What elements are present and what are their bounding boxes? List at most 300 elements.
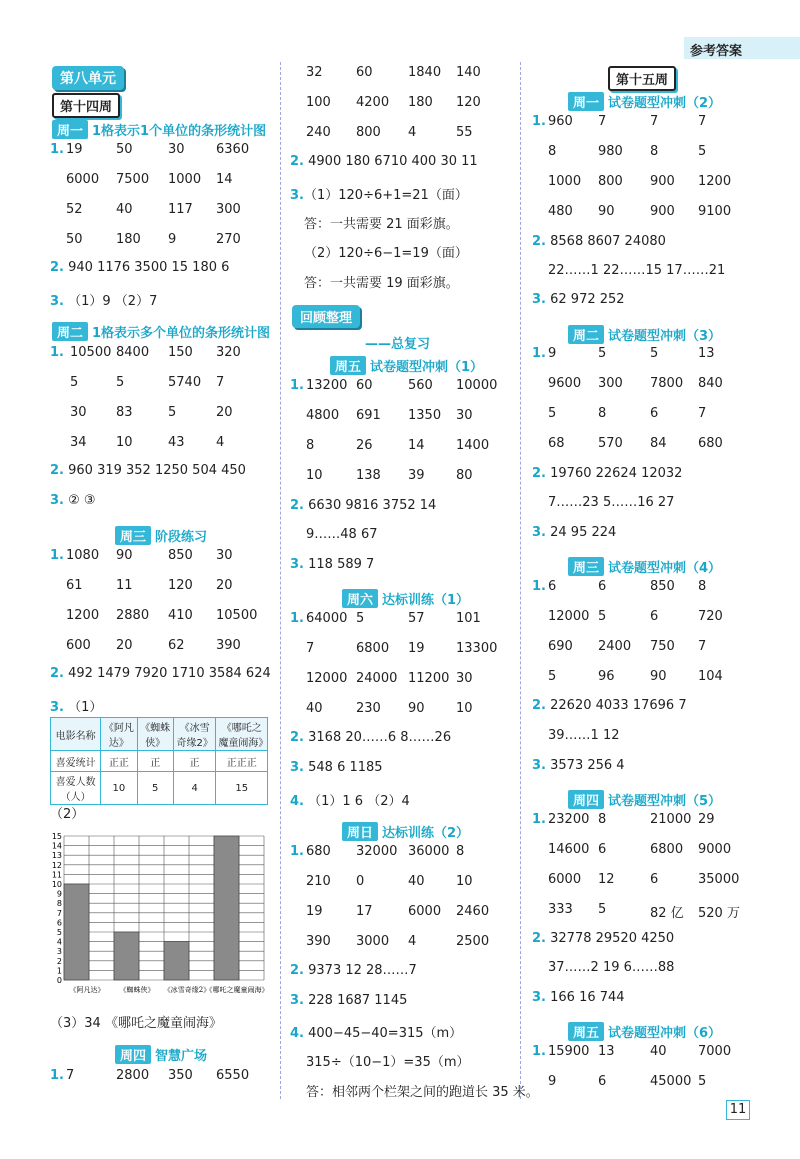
answer-cell: 4800 [306,408,340,423]
answer-line: 37……2 19 6……88 [548,960,675,975]
answer-cell: 850 [650,579,675,594]
section-title: 试卷题型冲刺（5） [608,794,722,809]
answer-cell: 15900 [548,1044,590,1059]
answer-line: 7……23 5……16 27 [548,495,675,510]
answer-cell: 5 [698,1074,707,1089]
answer-line: 答：一共需要 19 面彩旗。 [304,276,459,291]
answer-cell: 1200 [66,608,100,623]
question-number: 1. [532,579,546,594]
answer-cell: 690 [548,639,573,654]
answer-line: 39……1 12 [548,728,620,743]
answer-cell: 30 [70,405,87,420]
section-title: 试卷题型冲刺（3） [608,329,722,344]
answer-cell: 10000 [456,378,498,393]
answer-cell: 13 [698,346,715,361]
answer-cell: 1840 [408,65,442,80]
answer-line: 3. ② ③ [50,493,96,508]
answer-cell: 64000 [306,611,348,626]
answer-cell: 320 [216,345,241,360]
answer-cell: 4 [408,125,417,140]
section-title: 达标训练（2） [382,826,470,841]
answer-cell: 1350 [408,408,442,423]
answer-cell: 6000 [408,904,442,919]
question-number: 1. [532,812,546,827]
column-divider [280,62,281,1099]
question-number: 1. [290,378,304,393]
section-title: 1格表示多个单位的条形统计图 [92,326,271,341]
answer-cell: 840 [698,376,723,391]
answer-cell: 8 [598,406,607,421]
week-badge: 第十四周 [52,93,120,118]
table-cell: 正正正 [216,751,268,772]
table-cell: 喜爱统计 [51,751,101,772]
answer-cell: 19 [66,142,83,157]
answer-cell: 90 [598,204,615,219]
answer-cell: 3000 [356,934,390,949]
answer-cell: 39 [408,468,425,483]
answer-cell: 10 [116,435,133,450]
answer-cell: 138 [356,468,381,483]
week-badge: 第十五周 [608,66,676,91]
answer-line: 3. 62 972 252 [532,292,625,307]
table-header: 电影名称 [51,718,101,751]
answer-cell: 240 [306,125,331,140]
section-heading [342,589,469,608]
section-heading [568,325,721,344]
answer-cell: 20 [216,578,233,593]
y-tick-label: 6 [56,918,62,928]
section-heading [568,92,721,111]
answer-cell: 11200 [408,671,450,686]
answer-cell: 9 [548,1074,557,1089]
table-header: 《蜘蛛侠》 [137,718,173,751]
answer-line: 3. 166 16 744 [532,990,625,1005]
answer-cell: 12 [598,872,615,887]
section-tag: 周五 [568,1022,604,1041]
answer-cell: 90 [116,548,133,563]
answer-cell: 83 [116,405,133,420]
y-tick-label: 11 [51,870,62,880]
answer-cell: 20 [216,405,233,420]
table-cell: 正 [137,751,173,772]
answer-cell: 30 [456,408,473,423]
table-header: 《冰雪奇缘2》 [173,718,216,751]
answer-cell: 62 [168,638,185,653]
answer-cell: 6 [598,1074,607,1089]
answer-cell: 61 [66,578,83,593]
answer-cell: 7 [598,114,607,129]
answer-cell: 120 [456,95,481,110]
answer-cell: 40 [116,202,133,217]
y-tick-label: 14 [51,841,62,851]
answer-cell: 24000 [356,671,398,686]
section-title: 达标训练（1） [382,593,470,608]
answer-cell: 980 [598,144,623,159]
y-tick-label: 8 [56,899,62,909]
answer-cell: 4 [216,435,225,450]
answer-cell: 90 [650,669,667,684]
answer-cell: 390 [216,638,241,653]
answer-cell: 5 [650,346,659,361]
answer-cell: 43 [168,435,185,450]
answer-cell: 68 [548,436,565,451]
answer-cell: 9600 [548,376,582,391]
answer-cell: 180 [116,232,141,247]
answer-cell: 12000 [548,609,590,624]
answer-cell: 21000 [650,812,692,827]
answer-cell: 80 [456,468,473,483]
answer-cell: 9100 [698,204,732,219]
bar [64,884,89,980]
answer-cell: 6550 [216,1068,250,1083]
y-tick-label: 10 [51,880,62,889]
bar [114,932,139,980]
answer-line: 3. 118 589 7 [290,557,375,572]
answer-cell: 40 [306,701,323,716]
section-title: 试卷题型冲刺（6） [608,1026,722,1041]
answer-cell: 6 [650,872,659,887]
answer-cell: 9 [168,232,177,247]
answer-line: 22……1 22……15 17……21 [548,263,726,278]
review-subtitle: ——总复习 [365,337,431,352]
answer-line: 3. 24 95 224 [532,525,617,540]
answer-cell: 26 [356,438,373,453]
answer-cell: 6 [650,609,659,624]
y-tick-label: 7 [56,908,62,918]
answer-cell: 13200 [306,378,348,393]
answer-cell: 8 [698,579,707,594]
x-tick-label: 《阿凡达》 [69,986,105,994]
section-tag: 周三 [568,557,604,576]
answer-line: 答：一共需要 21 面彩旗。 [304,217,459,232]
answer-line: 3. （1） [50,700,103,715]
answer-line: 2. 940 1176 3500 15 180 6 [50,260,230,275]
unit-badge: 第八单元 [52,66,124,90]
answer-cell: 8 [456,844,465,859]
answer-cell: 1080 [66,548,100,563]
table-cell: 4 [173,772,216,805]
answer-cell: 35000 [698,872,740,887]
answer-cell: 117 [168,202,193,217]
answer-line: 2. 492 1479 7920 1710 3584 624 [50,666,271,681]
y-tick-label: 1 [56,966,62,976]
section-heading [115,526,207,545]
answer-cell: 7 [216,375,225,390]
question-number: 1. [50,548,64,563]
section-heading [342,822,469,841]
table-cell: 15 [216,772,268,805]
answer-cell: 520 万 [698,906,740,921]
section-heading [568,1022,721,1041]
answer-cell: 14 [216,172,233,187]
answer-line: 2. 32778 29520 4250 [532,931,675,946]
answer-cell: 750 [650,639,675,654]
section-heading [115,1045,207,1064]
y-tick-label: 12 [51,860,62,870]
answer-cell: 270 [216,232,241,247]
table-header: 《哪吒之魔童闹海》 [216,718,268,751]
answer-cell: 10500 [70,345,112,360]
answer-cell: 5 [598,902,607,917]
bar [214,836,239,980]
answer-line: 4. 400−45−40=315（m） [290,1026,463,1041]
answer-cell: 14600 [548,842,590,857]
answer-cell: 560 [408,378,433,393]
answer-cell: 10 [456,874,473,889]
answer-cell: 6 [598,579,607,594]
answer-cell: 60 [356,65,373,80]
answer-line: （3）34 《哪吒之魔童闹海》 [50,1016,222,1031]
section-title: 阶段练习 [155,530,208,545]
table-cell: 正正 [101,751,137,772]
answer-cell: 6000 [548,872,582,887]
answer-cell: 2400 [598,639,632,654]
answer-line: 2. 3168 20……6 8……26 [290,730,452,745]
section-tag: 周六 [342,589,378,608]
column-divider [520,62,521,1099]
answer-cell: 1200 [698,174,732,189]
section-tag: 周三 [115,526,151,545]
answer-cell: 13300 [456,641,498,656]
answer-cell: 720 [698,609,723,624]
answer-cell: 2880 [116,608,150,623]
y-tick-label: 0 [56,976,62,985]
question-number: 1. [50,142,64,157]
answer-line: （2） [50,807,85,822]
answer-cell: 5 [548,406,557,421]
answer-cell: 5 [168,405,177,420]
answer-cell: 6 [548,579,557,594]
answer-cell: 8 [306,438,315,453]
answer-cell: 6800 [356,641,390,656]
answer-cell: 0 [356,874,365,889]
answer-cell: 100 [306,95,331,110]
section-tag: 周一 [568,92,604,111]
answer-cell: 4 [408,934,417,949]
answer-line: 3. 3573 256 4 [532,758,625,773]
answer-cell: 5 [598,346,607,361]
answer-cell: 390 [306,934,331,949]
y-tick-label: 15 [51,832,62,841]
answer-cell: 6 [650,406,659,421]
section-title: 试卷题型冲刺（1） [370,360,484,375]
answer-cell: 850 [168,548,193,563]
answer-cell: 8 [650,144,659,159]
answer-cell: 5 [70,375,79,390]
y-tick-label: 3 [56,947,62,957]
answer-cell: 82 亿 [650,906,684,921]
question-number: 1. [532,346,546,361]
answer-cell: 23200 [548,812,590,827]
answer-cell: 19 [408,641,425,656]
y-tick-label: 2 [56,956,62,966]
table-cell: 正 [173,751,216,772]
answer-cell: 96 [598,669,615,684]
answer-cell: 2460 [456,904,490,919]
answer-cell: 9 [548,346,557,361]
answer-cell: 960 [548,114,573,129]
answer-cell: 350 [168,1068,193,1083]
answer-line: 2. 8568 8607 24080 [532,234,666,249]
answer-cell: 7 [698,406,707,421]
answer-line: 3. （1）9 （2）7 [50,294,158,309]
answer-cell: 5 [116,375,125,390]
answer-line: 9……48 67 [306,527,378,542]
y-tick-label: 4 [56,937,62,947]
answer-cell: 52 [66,202,83,217]
answer-cell: 20 [116,638,133,653]
section-heading [52,120,266,139]
answer-line: 2. 9373 12 28……7 [290,963,417,978]
answer-line: 3. 548 6 1185 [290,760,383,775]
answer-cell: 4200 [356,95,390,110]
x-tick-label: 《蜘蛛侠》 [119,986,155,994]
answer-cell: 12000 [306,671,348,686]
question-number: 1. [50,1068,64,1083]
answer-cell: 5 [698,144,707,159]
answer-cell: 8 [598,812,607,827]
section-heading [52,322,270,341]
answer-cell: 7 [650,114,659,129]
y-tick-label: 5 [56,928,62,937]
answer-cell: 32000 [356,844,398,859]
answer-cell: 7800 [650,376,684,391]
section-title: 1格表示1个单位的条形统计图 [92,124,267,139]
answer-cell: 5 [548,669,557,684]
page-number: 11 [726,1100,750,1120]
answer-cell: 30 [456,671,473,686]
section-tag: 周日 [342,822,378,841]
answer-line: 3.（1）120÷6+1=21（面） [290,188,468,203]
answer-cell: 57 [408,611,425,626]
answer-cell: 5740 [168,375,202,390]
answer-cell: 11 [116,578,133,593]
answer-cell: 7 [66,1068,75,1083]
tally-table [50,717,268,805]
answer-cell: 7 [698,639,707,654]
answer-cell: 5 [356,611,365,626]
answer-cell: 104 [698,669,723,684]
answer-cell: 7 [306,641,315,656]
question-number: 1. [290,611,304,626]
answer-cell: 5 [598,609,607,624]
answer-cell: 36000 [408,844,450,859]
answer-cell: 10 [456,701,473,716]
bar-chart [48,832,274,1000]
answer-line: 315÷（10−1）=35（m） [306,1055,470,1070]
answer-cell: 600 [66,638,91,653]
answer-cell: 9000 [698,842,732,857]
answer-line: 2. 4900 180 6710 400 30 11 [290,154,478,169]
answer-line: 2. 19760 22624 12032 [532,466,683,481]
answer-cell: 150 [168,345,193,360]
answer-cell: 30 [216,548,233,563]
answer-cell: 1000 [168,172,202,187]
answer-cell: 140 [456,65,481,80]
answer-line: 答：相邻两个栏架之间的跑道长 35 米。 [306,1085,539,1100]
answer-cell: 19 [306,904,323,919]
answer-cell: 30 [168,142,185,157]
answer-cell: 6000 [66,172,100,187]
answer-cell: 180 [408,95,433,110]
table-cell: 5 [137,772,173,805]
answer-cell: 34 [70,435,87,450]
section-tag: 周二 [52,322,88,341]
answer-cell: 800 [356,125,381,140]
section-tag: 周五 [330,356,366,375]
answer-cell: 50 [66,232,83,247]
x-tick-label: 《哪吒之魔童闹海》 [205,986,269,994]
y-tick-label: 13 [51,851,62,861]
answer-cell: 32 [306,65,323,80]
answer-cell: 7000 [698,1044,732,1059]
bar [164,942,189,980]
question-number: 1. [532,114,546,129]
answer-cell: 6 [598,842,607,857]
answer-line: 2. 22620 4033 17696 7 [532,698,687,713]
section-tag: 周一 [52,120,88,139]
answer-line: （2）120÷6−1=19（面） [304,246,468,261]
question-number: 1. [50,345,64,360]
answer-cell: 55 [456,125,473,140]
answer-cell: 60 [356,378,373,393]
header-label: 参考答案 [690,44,743,59]
answer-cell: 691 [356,408,381,423]
section-heading [330,356,483,375]
answer-line: 4. （1）1 6 （2）4 [290,794,410,809]
answer-cell: 210 [306,874,331,889]
answer-line: 2. 6630 9816 3752 14 [290,498,437,513]
answer-cell: 90 [408,701,425,716]
answer-cell: 2800 [116,1068,150,1083]
section-heading [568,557,721,576]
answer-cell: 13 [598,1044,615,1059]
section-tag: 周四 [115,1045,151,1064]
table-header: 《阿凡达》 [101,718,137,751]
answer-line: 2. 960 319 352 1250 504 450 [50,463,246,478]
answer-cell: 6800 [650,842,684,857]
answer-cell: 8400 [116,345,150,360]
answer-cell: 10500 [216,608,258,623]
answer-line: 3. 228 1687 1145 [290,993,408,1008]
y-tick-label: 9 [56,889,62,899]
answer-cell: 7500 [116,172,150,187]
answer-cell: 7 [698,114,707,129]
table-cell: 10 [101,772,137,805]
review-badge: 回顾整理 [292,305,360,328]
table-cell: 喜爱人数（人） [51,772,101,805]
answer-cell: 480 [548,204,573,219]
answer-cell: 101 [456,611,481,626]
answer-cell: 40 [408,874,425,889]
answer-cell: 120 [168,578,193,593]
answer-cell: 230 [356,701,381,716]
answer-cell: 333 [548,902,573,917]
answer-cell: 84 [650,436,667,451]
section-heading [568,790,721,809]
answer-cell: 40 [650,1044,667,1059]
answer-cell: 10 [306,468,323,483]
answer-cell: 680 [698,436,723,451]
answer-cell: 410 [168,608,193,623]
answer-cell: 1400 [456,438,490,453]
answer-cell: 800 [598,174,623,189]
section-title: 试卷题型冲刺（2） [608,96,722,111]
answer-cell: 14 [408,438,425,453]
answer-cell: 900 [650,174,675,189]
answer-cell: 17 [356,904,373,919]
answer-cell: 570 [598,436,623,451]
